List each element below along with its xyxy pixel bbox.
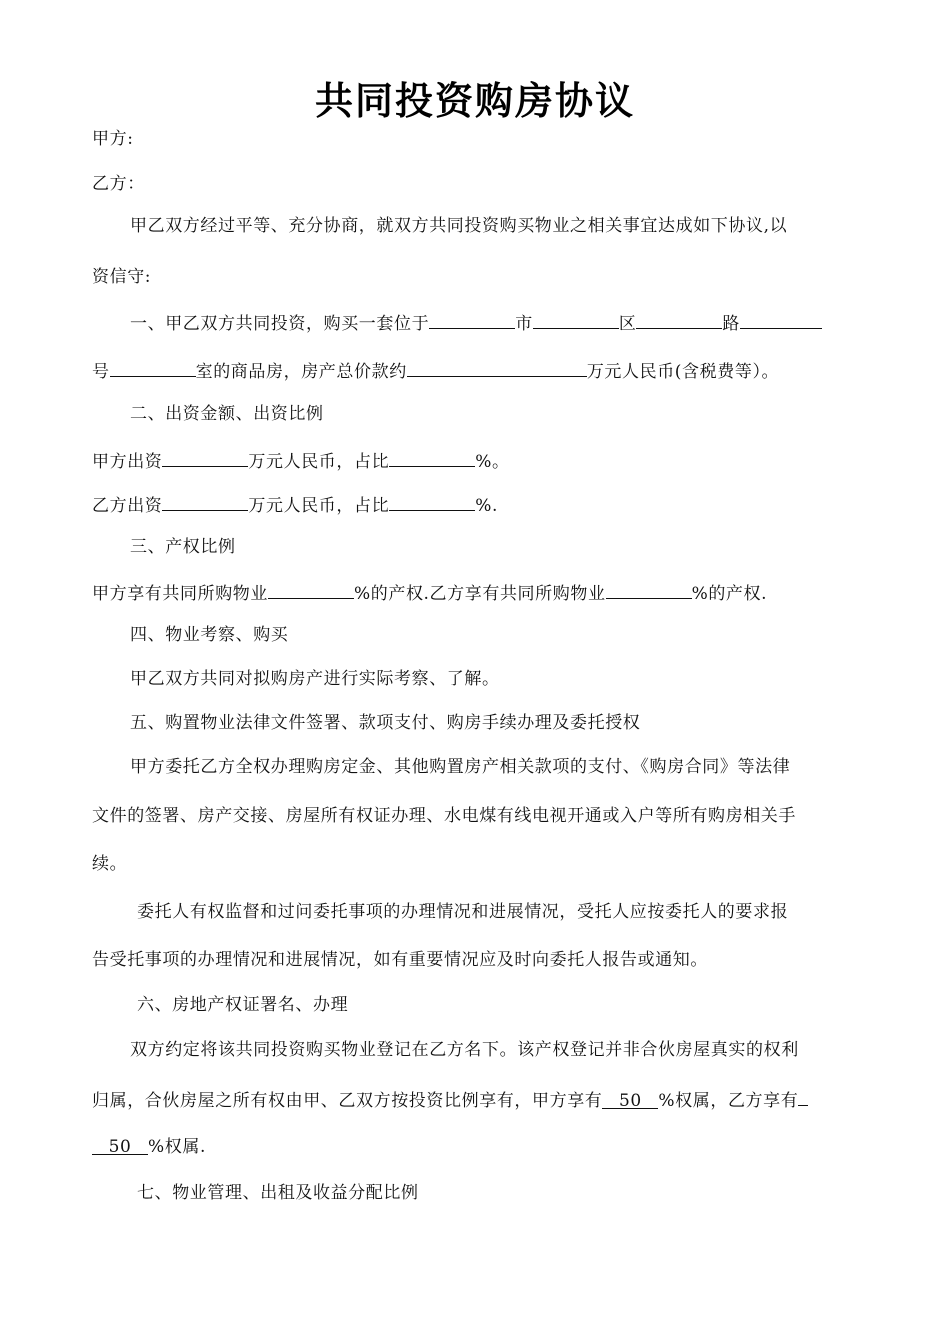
party-a-amount-blank [162,448,248,467]
party-a-percent-blank [389,448,475,467]
number-blank [740,310,822,329]
party-b-share-blank-start [798,1087,808,1106]
party-b-percent-blank [389,492,475,511]
section-5-heading: 五、购置物业法律文件签署、款项支付、购房手续办理及委托授权 [130,713,641,733]
party-a-contribution-label: 甲方出资 [92,452,163,472]
number-label: 号 [92,362,110,382]
section-1-line-1 [130,310,822,335]
section-1-prefix: 一、甲乙双方共同投资，购买一套位于 [130,314,430,334]
district-label: 区 [618,314,637,334]
intro-line-1: 甲乙双方经过平等、充分协商，就双方共同投资购买物业之相关事宜达成如下协议,以 [130,216,788,236]
party-a-share-field [602,1090,658,1109]
party-b-contribution-line [92,492,498,517]
party-b-ownership-label: %的产权.乙方享有共同所购物业 [354,584,606,604]
party-b-share-value: 50 [108,1137,132,1157]
section-6-line-3-suffix: %权属. [148,1137,206,1157]
room-blank [110,358,196,377]
ownership-suffix: %的产权. [691,584,768,604]
section-1-line-2 [92,358,779,383]
section-5-para-2-line-2: 告受托事项的办理情况和进展情况，如有重要情况应及时向委托人报告或通知。 [92,950,708,970]
room-label: 室的商品房，房产总价款约 [195,362,407,382]
section-6-line-3 [92,1136,206,1158]
road-label: 路 [722,314,741,334]
section-5-para-1-line-3: 续。 [92,854,128,874]
party-a-label: 甲方: [92,129,134,149]
section-1-suffix: 万元人民币(含税费等）。 [586,362,780,382]
party-a-share-value: 50 [618,1091,642,1111]
party-a-contribution-line [92,448,510,473]
section-5-para-2-line-1: 委托人有权监督和过问委托事项的办理情况和进展情况，受托人应按委托人的要求报 [137,902,789,922]
party-b-contribution-label: 乙方出资 [92,496,163,516]
road-blank [636,310,722,329]
party-b-currency-label: 万元人民币，占比 [248,496,390,516]
city-blank [429,310,515,329]
section-5-para-1-line-2: 文件的签署、房产交接、房屋所有权证办理、水电煤有线电视开通或入户等所有购房相关手 [92,806,796,826]
party-b-ownership-blank [606,580,692,599]
party-b-label: 乙方： [92,174,145,194]
section-4-heading: 四、物业考察、购买 [130,625,289,645]
section-3-heading: 三、产权比例 [130,537,236,557]
city-label: 市 [515,314,533,334]
section-6-line-2-mid: %权属，乙方享有 [658,1091,799,1111]
party-b-amount-blank [162,492,248,511]
party-a-currency-label: 万元人民币，占比 [248,452,390,472]
intro-line-2: 资信守: [92,267,152,287]
party-b-percent-sign: %. [475,496,498,516]
party-a-ownership-label: 甲方享有共同所购物业 [92,584,268,604]
section-4-text: 甲乙双方共同对拟购房产进行实际考察、了解。 [130,669,500,689]
section-2-heading: 二、出资金额、出资比例 [130,404,324,424]
document-title: 共同投资购房协议 [314,79,635,123]
section-7-heading: 七、物业管理、出租及收益分配比例 [137,1183,419,1203]
party-b-share-field [92,1136,148,1155]
section-6-line-2 [92,1087,808,1112]
party-a-percent-sign: %。 [475,452,510,472]
section-6-line-1: 双方约定将该共同投资购买物业登记在乙方名下。该产权登记并非合伙房屋真实的权利 [130,1040,799,1060]
party-a-ownership-blank [268,580,354,599]
section-6-heading: 六、房地产权证署名、办理 [137,995,349,1015]
section-6-line-2-prefix: 归属，合伙房屋之所有权由甲、乙双方按投资比例享有，甲方享有 [92,1091,603,1111]
district-blank [533,310,619,329]
section-5-para-1-line-1: 甲方委托乙方全权办理购房定金、其他购置房产相关款项的支付、《购房合同》等法律 [130,757,791,777]
total-price-blank [407,358,587,377]
ownership-ratio-line [92,580,767,605]
